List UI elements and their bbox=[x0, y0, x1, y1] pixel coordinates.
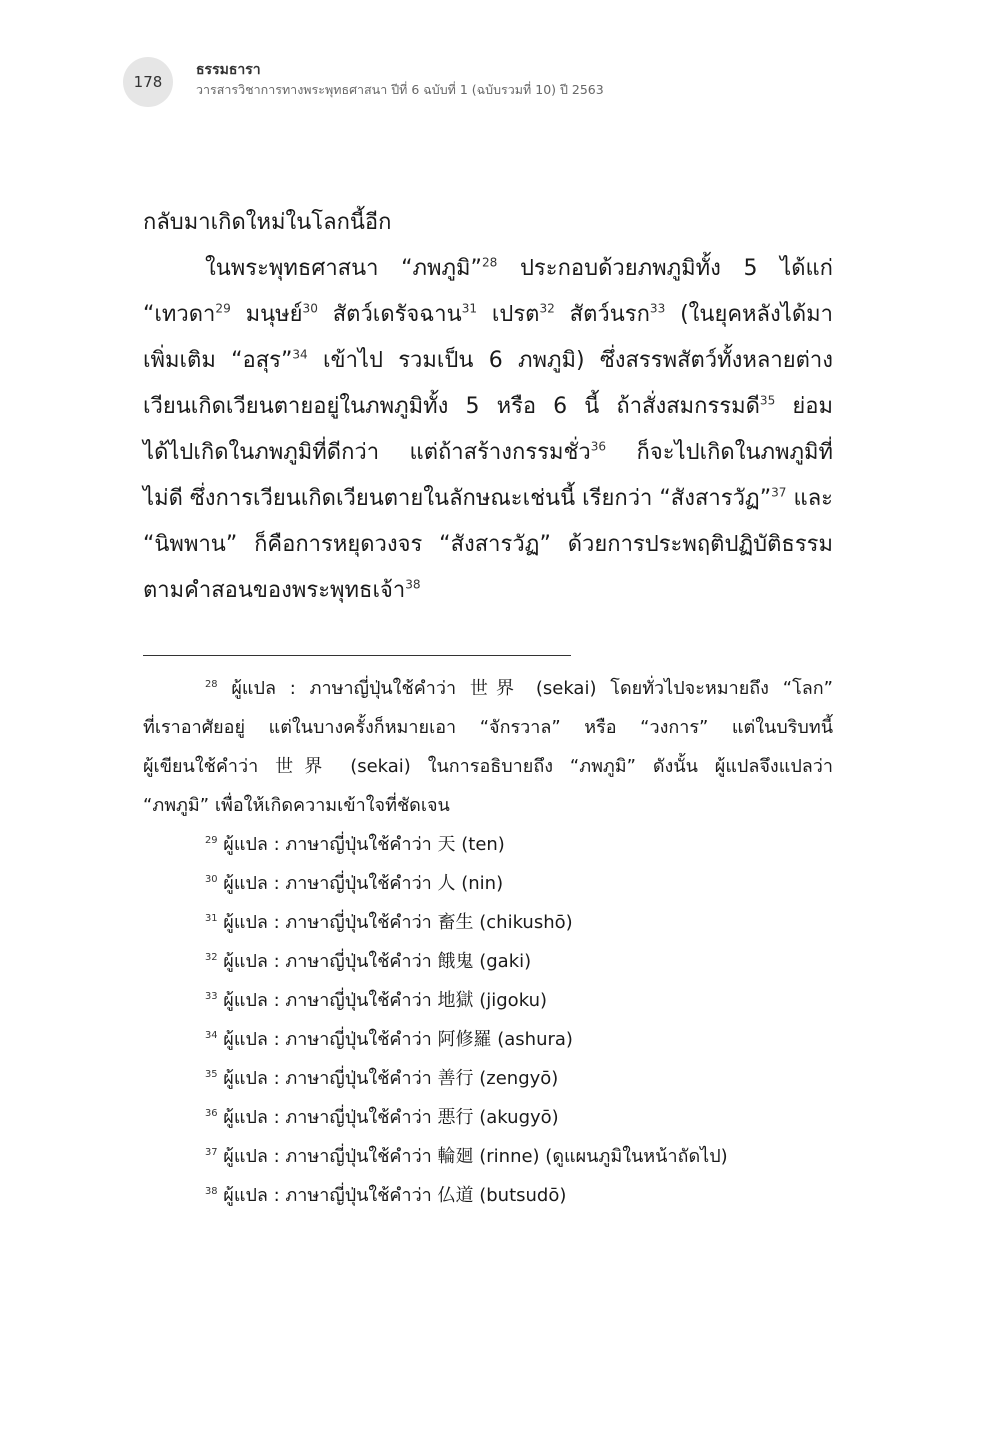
footnote-ref[interactable]: 35 bbox=[759, 393, 776, 408]
footnote-number: 36 bbox=[205, 1108, 218, 1119]
body-line bbox=[143, 430, 833, 476]
footnotes bbox=[143, 669, 833, 1215]
footnote-text: ผู้แปล : ภาษาญี่ปุ่นใช้คำว่า 畜生 (chikushō) bbox=[217, 912, 573, 933]
body-line bbox=[143, 384, 833, 430]
body-line bbox=[143, 338, 833, 384]
footnote-ref[interactable]: 37 bbox=[771, 485, 787, 500]
footnote-line: ผู้เขียนใช้คำว่า 世界 (sekai) ในการอธิบายถึง “ภพภูมิ” ดังนั้น ผู้แปลจึงแปลว่า bbox=[143, 756, 833, 777]
text-run: ประกอบด้วยภพภูมิทั้ง 5 ได้แก่ bbox=[497, 256, 833, 281]
footnote-35 bbox=[143, 1059, 833, 1098]
footnote-ref[interactable]: 33 bbox=[649, 301, 666, 316]
footnote-number: 34 bbox=[205, 1030, 218, 1041]
running-header bbox=[196, 60, 604, 100]
footnote-text: ผู้แปล : ภาษาญี่ปุ่นใช้คำว่า 悪行 (akugyō) bbox=[217, 1107, 559, 1128]
footnote-ref[interactable]: 34 bbox=[292, 347, 308, 362]
text-run: เพิ่มเติม “อสุร” bbox=[143, 348, 293, 373]
footnote-32 bbox=[143, 942, 833, 981]
body-line bbox=[143, 476, 833, 522]
footnote-text: ผู้แปล : ภาษาญี่ปุ่นใช้คำว่า 仏道 (butsudō) bbox=[217, 1185, 567, 1206]
footnote-ref[interactable]: 32 bbox=[539, 301, 555, 316]
footnote-34 bbox=[143, 1020, 833, 1059]
text-run: สัตว์นรก bbox=[554, 302, 650, 327]
footnote-30 bbox=[143, 864, 833, 903]
footnote-ref[interactable]: 29 bbox=[215, 301, 231, 316]
footnote-33 bbox=[143, 981, 833, 1020]
text-run: ตามคำสอนของพระพุทธเจ้า bbox=[143, 578, 406, 603]
footnote-number: 35 bbox=[205, 1069, 218, 1080]
footnote-text: ผู้แปล : ภาษาญี่ปุ่นใช้คำว่า 地獄 (jigoku) bbox=[217, 990, 548, 1011]
body-text bbox=[143, 200, 833, 614]
text-run: สัตว์เดรัจฉาน bbox=[317, 302, 462, 327]
footnote-line: ที่เราอาศัยอยู่ แต่ในบางครั้งก็หมายเอา “จักรวาล” หรือ “วงการ” แต่ในบริบทนี้ bbox=[143, 717, 833, 738]
footnote-ref[interactable]: 31 bbox=[461, 301, 478, 316]
page-number: 178 bbox=[123, 57, 173, 107]
text-run: และ bbox=[786, 486, 833, 511]
footnote-text: ผู้แปล : ภาษาญี่ปุ่นใช้คำว่า 善行 (zengyō) bbox=[217, 1068, 559, 1089]
text-run: (ในยุคหลังได้มา bbox=[665, 302, 833, 327]
footnote-text: ผู้แปล : ภาษาญี่ปุ่นใช้คำว่า 天 (ten) bbox=[217, 834, 505, 855]
footnote-ref[interactable]: 28 bbox=[481, 255, 498, 270]
text-run: มนุษย์ bbox=[230, 302, 303, 327]
text-run: ได้ไปเกิดในภพภูมิที่ดีกว่า แต่ถ้าสร้างกรรมชั่ว bbox=[143, 440, 591, 465]
footnote-ref[interactable]: 36 bbox=[590, 439, 607, 454]
footnote-ref[interactable]: 30 bbox=[302, 301, 318, 316]
footnote-number: 29 bbox=[205, 835, 218, 846]
text-run: เข้าไป รวมเป็น 6 ภพภูมิ) ซึ่งสรรพสัตว์ทั้งหลายต่าง bbox=[307, 348, 833, 373]
footnote-text: ผู้แปล : ภาษาญี่ปุ่นใช้คำว่า 世界 (sekai) โดยทั่วไปจะหมายถึง “โลก” bbox=[217, 678, 833, 699]
footnote-text: ผู้แปล : ภาษาญี่ปุ่นใช้คำว่า 餓鬼 (gaki) bbox=[217, 951, 532, 972]
footnote-37 bbox=[143, 1137, 833, 1176]
footnote-text: ผู้แปล : ภาษาญี่ปุ่นใช้คำว่า 人 (nin) bbox=[217, 873, 504, 894]
body-line bbox=[143, 568, 833, 614]
footnote-divider bbox=[143, 655, 571, 656]
text-run: ก็จะไปเกิดในภพภูมิที่ bbox=[606, 440, 833, 465]
footnote-28 bbox=[143, 669, 833, 708]
footnote-number: 38 bbox=[205, 1186, 218, 1197]
body-line: กลับมาเกิดใหม่ในโลกนี้อีก bbox=[143, 210, 392, 235]
footnote-29 bbox=[143, 825, 833, 864]
text-run: เปรต bbox=[477, 302, 540, 327]
text-run: “เทวดา bbox=[143, 302, 216, 327]
text-run: ไม่ดี ซึ่งการเวียนเกิดเวียนตายในลักษณะเช่นนี้ เรียกว่า “สังสารวัฏ” bbox=[143, 486, 772, 511]
body-line bbox=[143, 292, 833, 338]
footnote-number: 30 bbox=[205, 874, 218, 885]
body-line bbox=[143, 246, 833, 292]
footnote-number: 37 bbox=[205, 1147, 218, 1158]
footnote-line: “ภพภูมิ” เพื่อให้เกิดความเข้าใจที่ชัดเจน bbox=[143, 795, 450, 816]
footnote-31 bbox=[143, 903, 833, 942]
footnote-36 bbox=[143, 1098, 833, 1137]
footnote-number: 31 bbox=[205, 913, 218, 924]
text-run: ย่อม bbox=[775, 394, 833, 419]
footnote-text: ผู้แปล : ภาษาญี่ปุ่นใช้คำว่า 輪廻 (rinne) (ดูแผนภูมิในหน้าถัดไป) bbox=[217, 1146, 728, 1167]
journal-issue: วารสารวิชาการทางพระพุทธศาสนา ปีที่ 6 ฉบับที่ 1 (ฉบับรวมที่ 10) ปี 2563 bbox=[196, 82, 604, 97]
text-run: ในพระพุทธศาสนา “ภพภูมิ” bbox=[205, 256, 482, 281]
footnote-ref[interactable]: 38 bbox=[405, 577, 421, 592]
body-line: “นิพพาน” ก็คือการหยุดวงจร “สังสารวัฏ” ด้วยการประพฤติปฏิบัติธรรม bbox=[143, 532, 833, 557]
journal-name: ธรรมธารา bbox=[196, 62, 261, 78]
footnote-number: 33 bbox=[205, 991, 218, 1002]
footnote-text: ผู้แปล : ภาษาญี่ปุ่นใช้คำว่า 阿修羅 (ashura) bbox=[217, 1029, 573, 1050]
footnote-38 bbox=[143, 1176, 833, 1215]
text-run: เวียนเกิดเวียนตายอยู่ในภพภูมิทั้ง 5 หรือ 6 นี้ ถ้าสั่งสมกรรมดี bbox=[143, 394, 760, 419]
footnote-number: 28 bbox=[205, 679, 218, 690]
footnote-number: 32 bbox=[205, 952, 218, 963]
